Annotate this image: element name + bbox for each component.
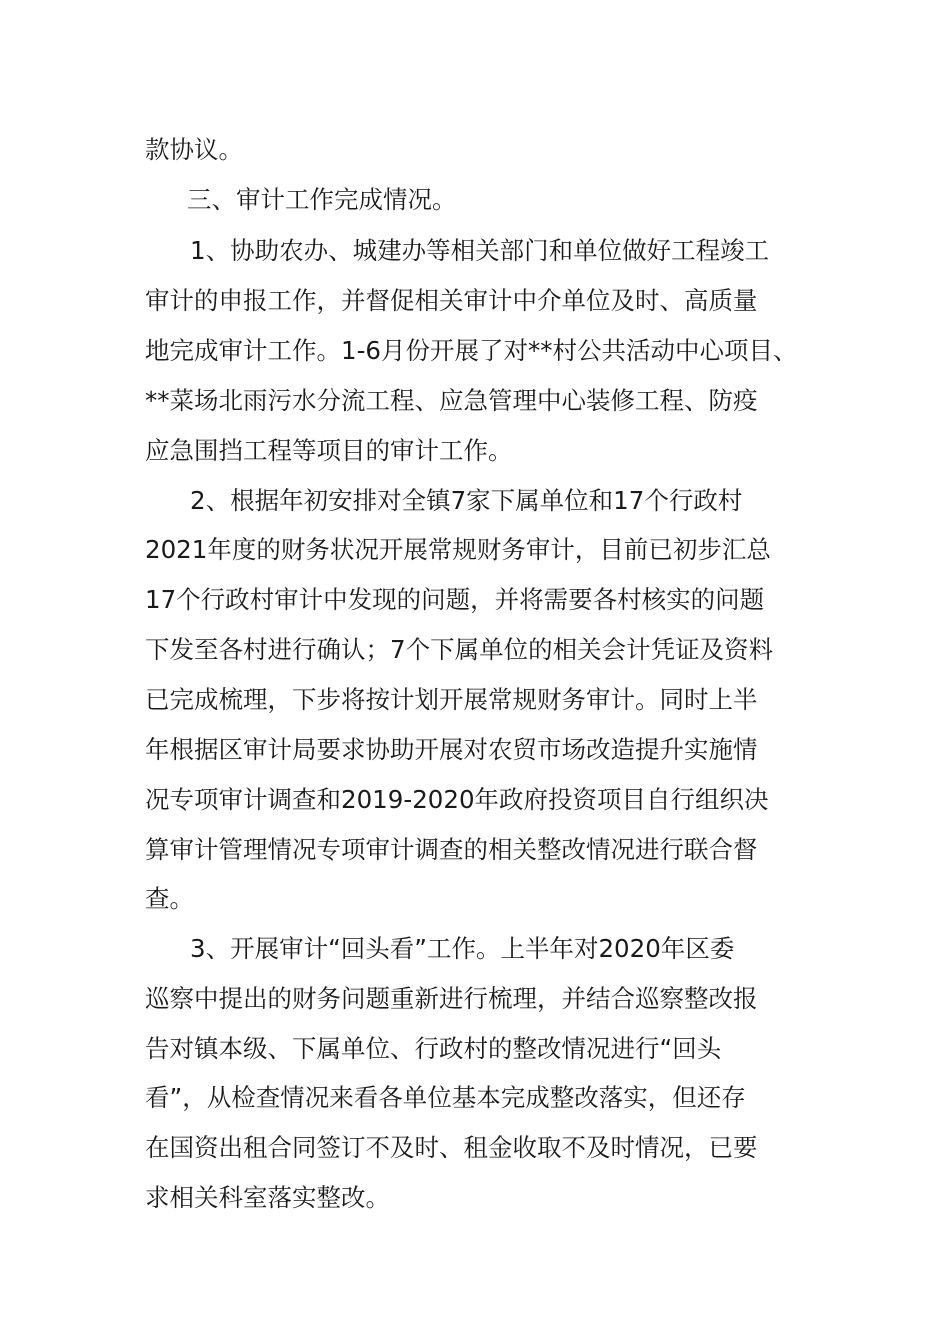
- text-line: 应急围挡工程等项目的审计工作。: [145, 436, 513, 465]
- text-line: 告对镇本级、下属单位、行政村的整改情况进行“回头: [145, 1034, 722, 1063]
- text-line: 况专项审计调查和2019-2020年政府投资项目自行组织决: [145, 785, 769, 814]
- text-line: 下发至各村进行确认；7个下属单位的相关会计凭证及资料: [145, 635, 774, 664]
- text-line: 地完成审计工作。1-6月份开展了对**村公共活动中心项目、: [145, 336, 798, 365]
- text-line: 3、开展审计“回头看”工作。上半年对2020年区委: [190, 934, 735, 963]
- text-line: 看”，从检查情况来看各单位基本完成整改落实，但还存: [145, 1083, 746, 1112]
- text-line: 17个行政村审计中发现的问题，并将需要各村核实的问题: [145, 585, 765, 614]
- text-line: 查。: [145, 884, 194, 913]
- text-line: 在国资出租合同签订不及时、租金收取不及时情况，已要: [145, 1133, 758, 1162]
- text-line: 算审计管理情况专项审计调查的相关整改情况进行联合督: [145, 835, 758, 864]
- text-line: 审计的申报工作，并督促相关审计中介单位及时、高质量: [145, 286, 758, 315]
- text-line: 2021年度的财务状况开展常规财务审计，目前已初步汇总: [145, 535, 771, 564]
- text-line: **菜场北雨污水分流工程、应急管理中心装修工程、防疫: [145, 386, 758, 415]
- text-line: 2、根据年初安排对全镇7家下属单位和17个行政村: [190, 486, 743, 515]
- text-line: 已完成梳理，下步将按计划开展常规财务审计。同时上半: [145, 685, 758, 714]
- text-line: 1、协助农办、城建办等相关部门和单位做好工程竣工: [190, 236, 770, 265]
- text-line: 年根据区审计局要求协助开展对农贸市场改造提升实施情: [145, 735, 758, 764]
- text-line: 款协议。: [145, 135, 243, 164]
- text-line: 巡察中提出的财务问题重新进行梳理，并结合巡察整改报: [145, 984, 758, 1013]
- section-heading: 三、审计工作完成情况。: [187, 185, 457, 214]
- text-line: 求相关科室落实整改。: [145, 1183, 390, 1212]
